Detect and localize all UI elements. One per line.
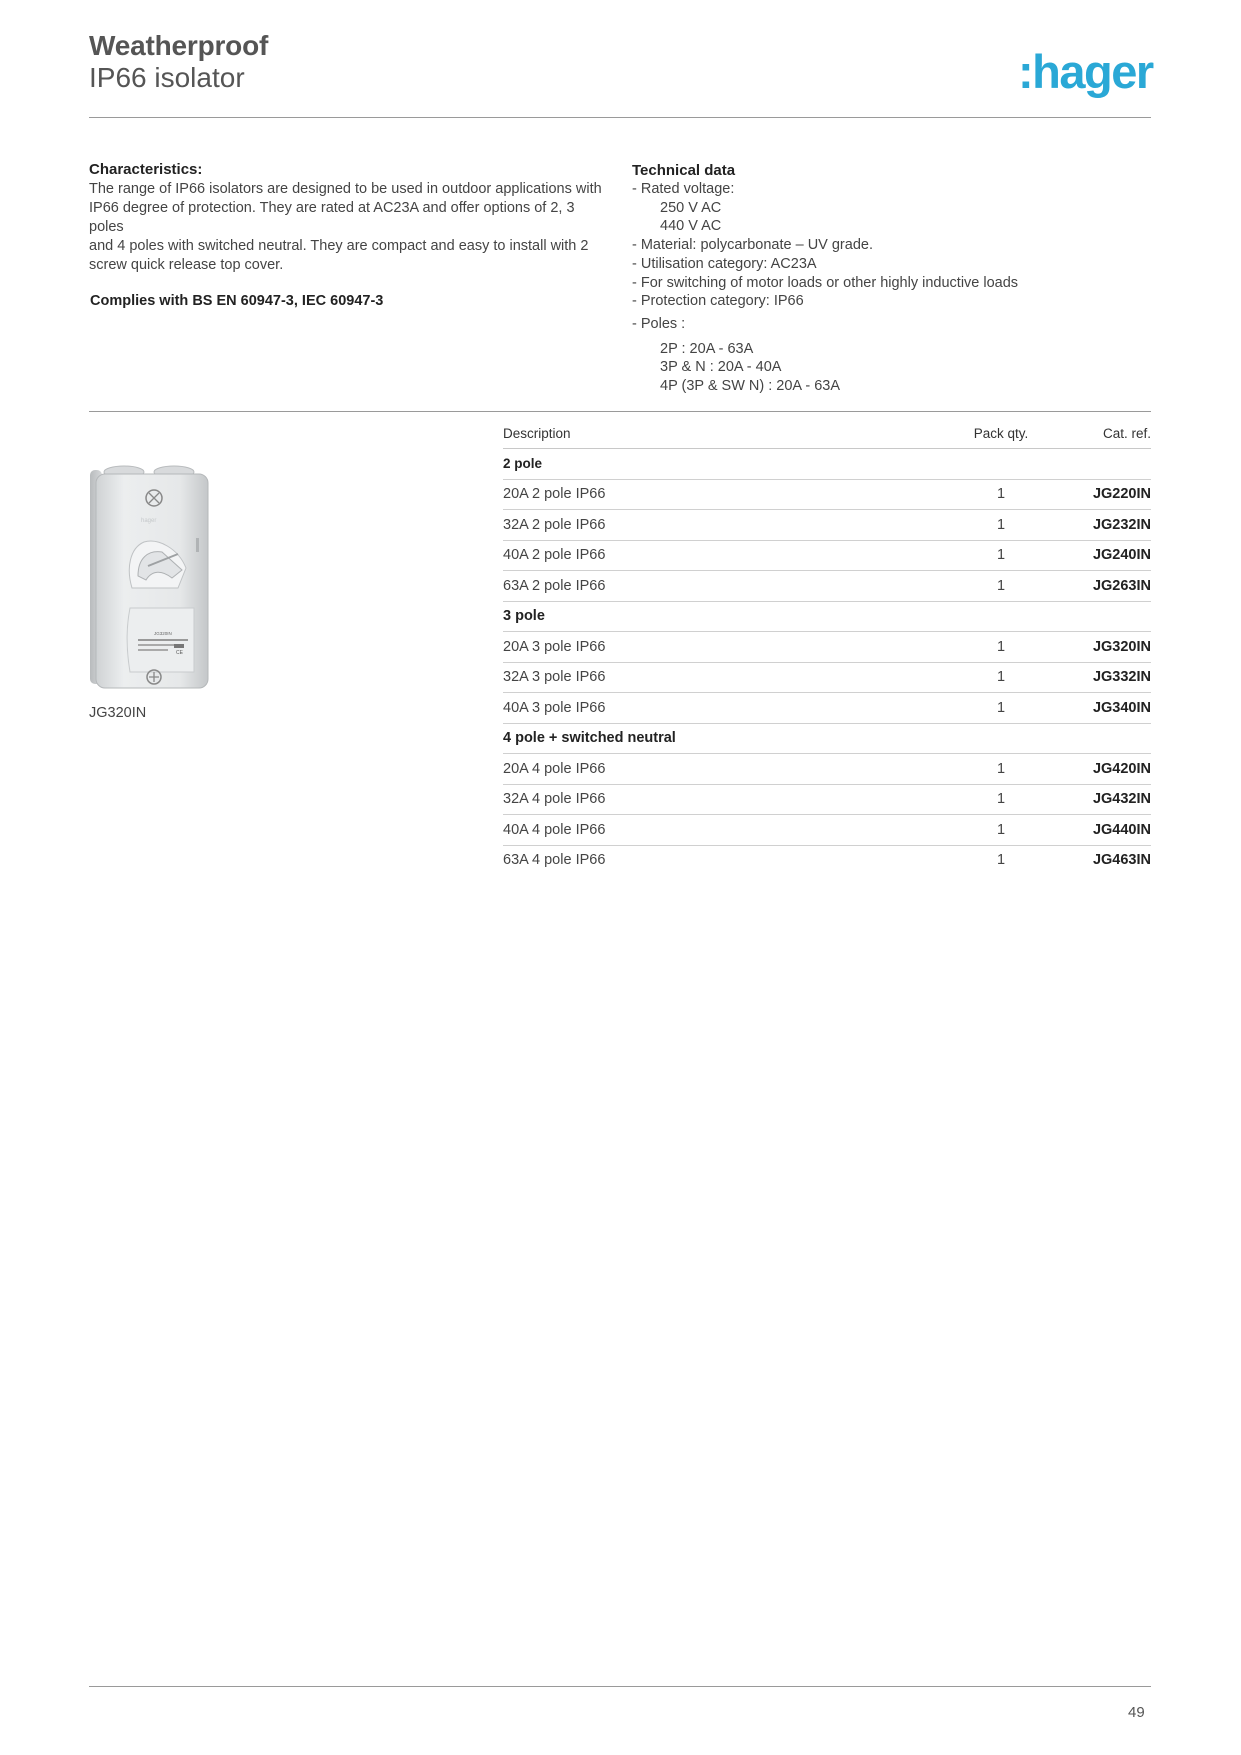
row-qty: 1 bbox=[951, 815, 1051, 846]
row-description: 20A 2 pole IP66 bbox=[503, 479, 951, 510]
tech-item: - Material: polycarbonate – UV grade. bbox=[632, 237, 873, 254]
row-ref: JG263IN bbox=[1051, 571, 1151, 602]
table-row bbox=[503, 540, 1151, 571]
pole-range: 4P (3P & SW N) : 20A - 63A bbox=[660, 378, 840, 395]
page-number: 49 bbox=[1128, 1704, 1145, 1721]
poles-label: - Poles : bbox=[632, 315, 686, 332]
row-ref: JG440IN bbox=[1051, 815, 1151, 846]
row-ref: JG320IN bbox=[1051, 632, 1151, 663]
voltage-value: 440 V AC bbox=[660, 218, 722, 235]
column-header-cat-ref: Cat. ref. bbox=[1051, 418, 1151, 449]
pole-range: 2P : 20A - 63A bbox=[660, 340, 754, 357]
row-qty: 1 bbox=[996, 852, 1006, 869]
table-row bbox=[503, 479, 1151, 510]
table-row bbox=[503, 632, 1151, 663]
group-label: 2 pole bbox=[503, 449, 1151, 480]
table-group-row bbox=[503, 601, 1151, 632]
group-label: 4 pole + switched neutral bbox=[503, 723, 1151, 754]
header-divider bbox=[89, 117, 1151, 118]
row-ref: JG340IN bbox=[1051, 693, 1151, 724]
row-description: 40A 2 pole IP66 bbox=[503, 540, 951, 571]
row-ref: JG232IN bbox=[1051, 510, 1151, 541]
row-qty: 1 bbox=[951, 784, 1051, 815]
row-ref: JG432IN bbox=[1051, 784, 1151, 815]
table-row bbox=[503, 815, 1151, 846]
tech-item: - For switching of motor loads or other highly inductive loads bbox=[632, 274, 1019, 291]
svg-text:CE: CE bbox=[176, 650, 183, 656]
technical-data bbox=[632, 161, 1072, 396]
row-qty: 1 bbox=[951, 662, 1051, 693]
row-description: 63A 4 pole IP66 bbox=[503, 852, 606, 869]
row-description: 32A 2 pole IP66 bbox=[503, 510, 951, 541]
svg-text:JG320IN: JG320IN bbox=[154, 631, 172, 636]
row-ref: JG220IN bbox=[1051, 479, 1151, 510]
table-group-row bbox=[503, 723, 1151, 754]
isolator-switch-image bbox=[86, 458, 212, 694]
row-qty: 1 bbox=[951, 510, 1051, 541]
product-caption: JG320IN bbox=[89, 705, 147, 721]
row-description: 63A 2 pole IP66 bbox=[503, 571, 951, 602]
row-description: 32A 3 pole IP66 bbox=[503, 662, 951, 693]
table-row bbox=[503, 754, 1151, 785]
row-ref: JG332IN bbox=[1051, 662, 1151, 693]
table-row bbox=[503, 662, 1151, 693]
table-row bbox=[503, 784, 1151, 815]
row-qty: 1 bbox=[951, 479, 1051, 510]
characteristics-text bbox=[89, 180, 609, 275]
section-divider bbox=[89, 411, 1151, 412]
group-label: 3 pole bbox=[503, 601, 1151, 632]
row-qty: 1 bbox=[951, 540, 1051, 571]
row-description: 20A 4 pole IP66 bbox=[503, 754, 951, 785]
row-description: 20A 3 pole IP66 bbox=[503, 632, 951, 663]
characteristics-line: and 4 poles with switched neutral. They are compact and easy to install with 2 bbox=[89, 238, 589, 254]
table-row bbox=[503, 845, 1151, 875]
hager-logo: :hager bbox=[1018, 45, 1153, 98]
technical-data-heading: Technical data bbox=[632, 162, 736, 179]
row-ref: JG420IN bbox=[1051, 754, 1151, 785]
row-ref: JG463IN bbox=[1092, 852, 1151, 869]
table-header-row bbox=[503, 418, 1151, 449]
product-table bbox=[503, 418, 1151, 875]
rated-voltage-label: - Rated voltage: bbox=[632, 181, 735, 197]
row-qty: 1 bbox=[951, 571, 1051, 602]
footer-divider bbox=[89, 1686, 1151, 1687]
row-description: 40A 4 pole IP66 bbox=[503, 815, 951, 846]
column-header-pack-qty: Pack qty. bbox=[951, 418, 1051, 449]
characteristics-line: IP66 degree of protection. They are rated at AC23A and offer options of 2, 3 poles bbox=[89, 200, 575, 235]
table-group-row bbox=[503, 449, 1151, 480]
row-description: 40A 3 pole IP66 bbox=[503, 693, 951, 724]
table-row bbox=[503, 510, 1151, 541]
row-qty: 1 bbox=[951, 754, 1051, 785]
row-qty: 1 bbox=[951, 632, 1051, 663]
table-row bbox=[503, 693, 1151, 724]
tech-item: - Protection category: IP66 bbox=[632, 293, 804, 310]
table-row bbox=[503, 571, 1151, 602]
svg-text:hager: hager bbox=[141, 518, 157, 524]
pole-range: 3P & N : 20A - 40A bbox=[660, 359, 782, 376]
tech-item: - Utilisation category: AC23A bbox=[632, 255, 817, 272]
characteristics-line: The range of IP66 isolators are designed to be used in outdoor applications with bbox=[89, 181, 602, 197]
page-subtitle: IP66 isolator bbox=[89, 62, 245, 93]
compliance-statement: Complies with BS EN 60947-3, IEC 60947-3 bbox=[90, 293, 384, 309]
voltage-value: 250 V AC bbox=[660, 199, 722, 216]
page-title: Weatherproof bbox=[89, 30, 269, 61]
row-qty: 1 bbox=[951, 693, 1051, 724]
characteristics-heading: Characteristics: bbox=[89, 161, 203, 178]
characteristics-line: screw quick release top cover. bbox=[89, 257, 284, 273]
row-description: 32A 4 pole IP66 bbox=[503, 784, 951, 815]
row-ref: JG240IN bbox=[1051, 540, 1151, 571]
column-header-description: Description bbox=[503, 418, 951, 449]
